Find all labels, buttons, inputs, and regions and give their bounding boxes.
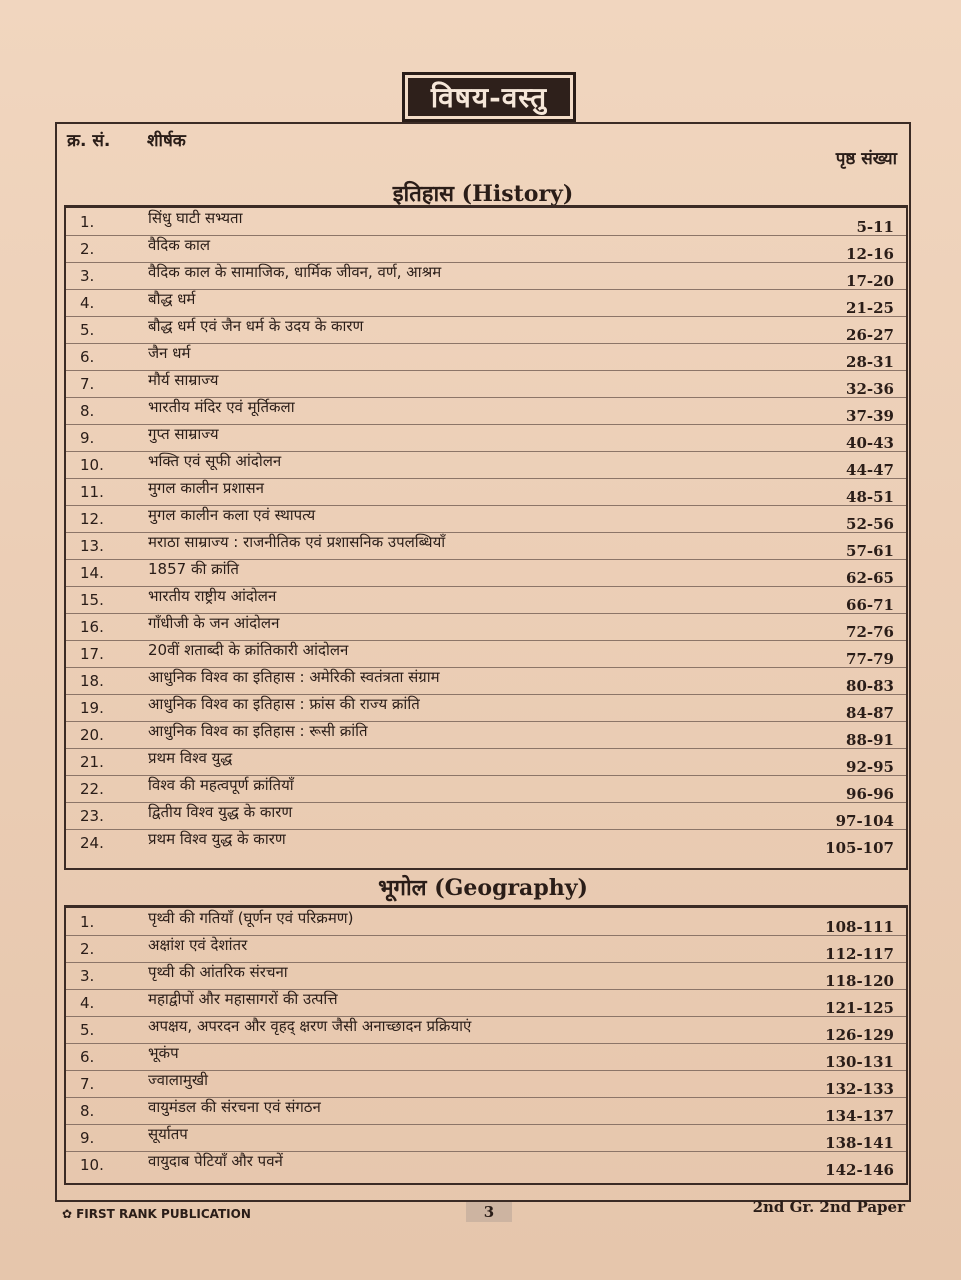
list-item: [66, 289, 906, 317]
item-page: 138-141: [825, 1134, 894, 1152]
item-title: सूर्यातप: [148, 1125, 188, 1143]
list-item: [66, 262, 906, 290]
list-item: [66, 1070, 906, 1098]
flower-icon: ✿: [62, 1207, 73, 1221]
item-title: वायुमंडल की संरचना एवं संगठन: [148, 1098, 321, 1116]
item-page: 88-91: [846, 731, 894, 749]
list-item: [66, 208, 906, 236]
list-item: [66, 721, 906, 749]
item-title: मौर्य साम्राज्य: [148, 371, 219, 389]
item-page: 66-71: [846, 596, 894, 614]
item-number: 18.: [80, 672, 104, 690]
item-title: प्रथम विश्व युद्ध: [148, 749, 233, 767]
item-page: 121-125: [825, 999, 894, 1017]
item-number: 1.: [80, 913, 95, 931]
item-title: वैदिक काल के सामाजिक, धार्मिक जीवन, वर्ण, आश्रम: [148, 263, 442, 281]
item-page: 77-79: [846, 650, 894, 668]
item-page: 130-131: [825, 1053, 894, 1071]
item-number: 10.: [80, 456, 104, 474]
list-item: [66, 935, 906, 963]
item-page: 21-25: [846, 299, 894, 317]
item-page: 126-129: [825, 1026, 894, 1044]
item-page: 48-51: [846, 488, 894, 506]
serial-header: क्र. सं.: [67, 131, 111, 151]
item-page: 28-31: [846, 353, 894, 371]
item-number: 23.: [80, 807, 104, 825]
page-number: 3: [466, 1202, 512, 1222]
item-title: गुप्त साम्राज्य: [148, 425, 219, 443]
item-title: जैन धर्म: [148, 344, 191, 362]
title-box: [402, 72, 576, 122]
list-item: [66, 235, 906, 263]
item-number: 9.: [80, 1129, 95, 1147]
item-title: पृथ्वी की गतियाँ (घूर्णन एवं परिक्रमण): [148, 909, 354, 927]
item-number: 16.: [80, 618, 104, 636]
item-title: विश्व की महत्वपूर्ण क्रांतियाँ: [148, 776, 294, 794]
list-item: [66, 532, 906, 560]
item-title: भारतीय राष्ट्रीय आंदोलन: [148, 587, 277, 605]
list-item: [66, 802, 906, 830]
item-page: 52-56: [846, 515, 894, 533]
item-title: सिंधु घाटी सभ्यता: [148, 209, 243, 227]
list-item: [66, 829, 906, 856]
item-number: 3.: [80, 967, 95, 985]
item-title: प्रथम विश्व युद्ध के कारण: [148, 830, 286, 848]
list-item: [66, 397, 906, 425]
item-page: 142-146: [825, 1161, 894, 1179]
item-title: अक्षांश एवं देशांतर: [148, 936, 248, 954]
item-number: 24.: [80, 834, 104, 852]
list-item: [66, 613, 906, 641]
list-item: [66, 1043, 906, 1071]
item-page: 132-133: [825, 1080, 894, 1098]
list-item: [66, 908, 906, 936]
item-page: 96-96: [846, 785, 894, 803]
item-number: 5.: [80, 321, 95, 339]
item-number: 7.: [80, 1075, 95, 1093]
item-number: 21.: [80, 753, 104, 771]
item-number: 15.: [80, 591, 104, 609]
item-title: पृथ्वी की आंतरिक संरचना: [148, 963, 288, 981]
table-header: [57, 124, 909, 172]
item-title: आधुनिक विश्व का इतिहास : फ्रांस की राज्य क्रांति: [148, 695, 420, 713]
item-number: 5.: [80, 1021, 95, 1039]
item-number: 7.: [80, 375, 95, 393]
item-number: 9.: [80, 429, 95, 447]
item-page: 84-87: [846, 704, 894, 722]
list-item: [66, 1151, 906, 1178]
list-item: [66, 370, 906, 398]
section-heading-geography: भूगोल (Geography): [378, 875, 588, 901]
item-page: 26-27: [846, 326, 894, 344]
list-item: [66, 667, 906, 695]
publisher-name: FIRST RANK PUBLICATION: [76, 1207, 251, 1221]
item-title: आधुनिक विश्व का इतिहास : अमेरिकी स्वतंत्रता संग्राम: [148, 668, 440, 686]
list-item: [66, 316, 906, 344]
item-page: 17-20: [846, 272, 894, 290]
item-number: 14.: [80, 564, 104, 582]
item-number: 3.: [80, 267, 95, 285]
item-number: 11.: [80, 483, 104, 501]
item-title: 1857 की क्रांति: [148, 560, 239, 578]
item-page: 105-107: [825, 839, 894, 857]
item-page: 37-39: [846, 407, 894, 425]
item-page: 97-104: [835, 812, 894, 830]
list-item: [66, 586, 906, 614]
item-number: 8.: [80, 1102, 95, 1120]
item-page: 62-65: [846, 569, 894, 587]
item-title: गाँधीजी के जन आंदोलन: [148, 614, 280, 632]
item-page: 72-76: [846, 623, 894, 641]
item-number: 12.: [80, 510, 104, 528]
item-number: 13.: [80, 537, 104, 555]
page-title: विषय-वस्तु: [408, 78, 570, 116]
item-number: 4.: [80, 294, 95, 312]
item-number: 2.: [80, 240, 95, 258]
list-item: [66, 424, 906, 452]
item-page: 108-111: [825, 918, 894, 936]
item-number: 6.: [80, 348, 95, 366]
item-page: 5-11: [856, 218, 894, 236]
item-page: 112-117: [825, 945, 894, 963]
item-title: मुगल कालीन कला एवं स्थापत्य: [148, 506, 316, 524]
list-item: [66, 694, 906, 722]
item-page: 80-83: [846, 677, 894, 695]
list-item: [66, 640, 906, 668]
list-item: [66, 343, 906, 371]
list-item: [66, 1016, 906, 1044]
item-title: बौद्ध धर्म एवं जैन धर्म के उदय के कारण: [148, 317, 364, 335]
publisher-logo: [62, 1207, 251, 1221]
item-number: 19.: [80, 699, 104, 717]
item-number: 6.: [80, 1048, 95, 1066]
list-item: [66, 989, 906, 1017]
item-title: मुगल कालीन प्रशासन: [148, 479, 264, 497]
item-title: वायुदाब पेटियाँ और पवनें: [148, 1152, 283, 1170]
item-title: आधुनिक विश्व का इतिहास : रूसी क्रांति: [148, 722, 368, 740]
item-page: 32-36: [846, 380, 894, 398]
item-title: बौद्ध धर्म: [148, 290, 196, 308]
page-header: पृष्ठ संख्या: [835, 149, 897, 169]
item-number: 17.: [80, 645, 104, 663]
list-item: [66, 505, 906, 533]
item-page: 92-95: [846, 758, 894, 776]
item-title: भूकंप: [148, 1044, 179, 1062]
list-item: [66, 962, 906, 990]
item-page: 134-137: [825, 1107, 894, 1125]
list-item: [66, 559, 906, 587]
item-page: 44-47: [846, 461, 894, 479]
list-item: [66, 478, 906, 506]
item-number: 1.: [80, 213, 95, 231]
item-number: 4.: [80, 994, 95, 1012]
history-table: [64, 205, 908, 870]
section-heading-history: इतिहास (History): [392, 181, 574, 207]
item-title: अपक्षय, अपरदन और वृहद् क्षरण जैसी अनाच्छादन प्रक्रियाएं: [148, 1017, 472, 1035]
item-number: 2.: [80, 940, 95, 958]
item-page: 57-61: [846, 542, 894, 560]
item-title: भारतीय मंदिर एवं मूर्तिकला: [148, 398, 295, 416]
item-title: भक्ति एवं सूफी आंदोलन: [148, 452, 282, 470]
item-title: मराठा साम्राज्य : राजनीतिक एवं प्रशासनिक उपलब्धियाँ: [148, 533, 446, 551]
title-header: शीर्षक: [147, 131, 186, 151]
list-item: [66, 748, 906, 776]
item-title: द्वितीय विश्व युद्ध के कारण: [148, 803, 293, 821]
list-item: [66, 1124, 906, 1152]
item-page: 118-120: [825, 972, 894, 990]
geography-table: [64, 905, 908, 1185]
list-item: [66, 451, 906, 479]
item-title: 20वीं शताब्दी के क्रांतिकारी आंदोलन: [148, 641, 349, 659]
item-title: महाद्वीपों और महासागरों की उत्पत्ति: [148, 990, 338, 1008]
list-item: [66, 1097, 906, 1125]
item-page: 12-16: [846, 245, 894, 263]
list-item: [66, 775, 906, 803]
item-number: 22.: [80, 780, 104, 798]
item-number: 8.: [80, 402, 95, 420]
item-number: 10.: [80, 1156, 104, 1174]
item-number: 20.: [80, 726, 104, 744]
item-title: वैदिक काल: [148, 236, 211, 254]
item-page: 40-43: [846, 434, 894, 452]
item-title: ज्वालामुखी: [148, 1071, 208, 1089]
paper-label: 2nd Gr. 2nd Paper: [752, 1198, 905, 1216]
